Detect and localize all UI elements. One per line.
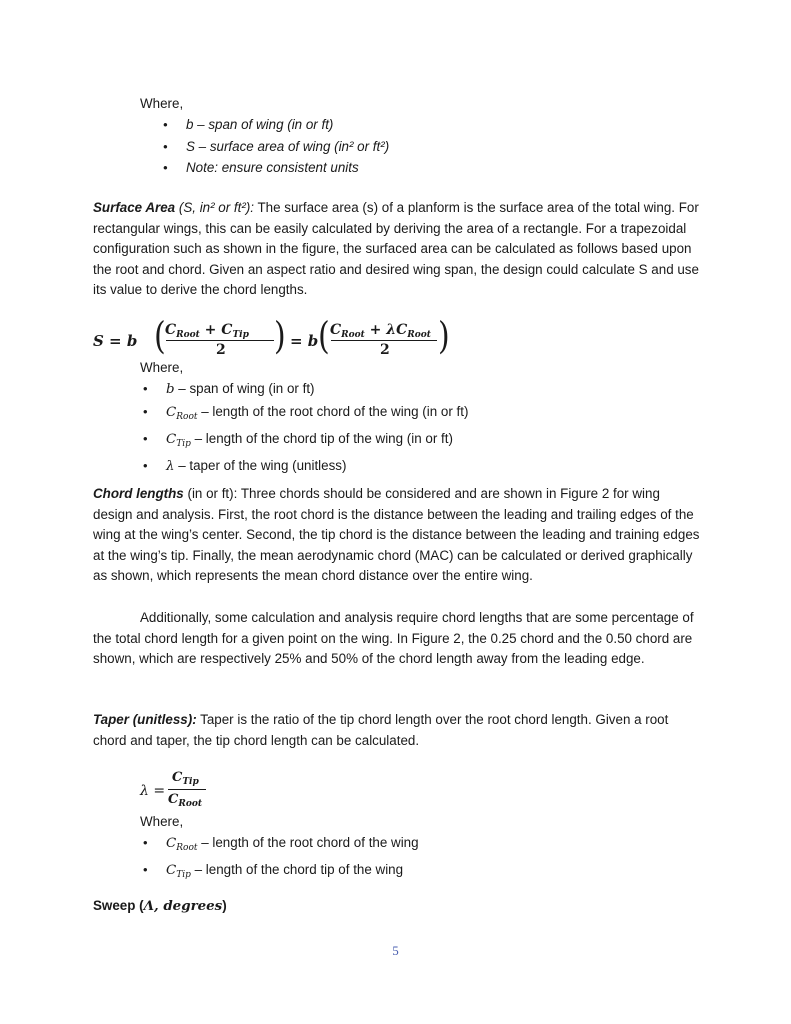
bullet-list-definitions-3 [140,832,419,886]
eq2-denominator: $C_{Root}$ [168,792,203,809]
taper-heading: Taper (unitless): [93,712,197,727]
list-item: • $C_{Tip}$ – length of the chord tip of the wing (in or ft) [140,428,468,455]
eq1-fraction-bar-1 [166,340,274,341]
eq1-lhs: S = b [93,332,138,350]
taper-text: Taper is the ratio of the tip chord length over the root chord length. Given a root chord and taper, the tip chord length can be calculated. [93,712,669,748]
chord-lengths-paragraph-2 [93,608,701,670]
eq1-numerator-2: $C_{Root} + \lambda C_{Root}$ [330,322,431,340]
surface-area-text: The surface area (s) of a planform is the surface area of the total wing. For rectangular wings, this can be easily calculated by deriving the area of a rectangle. For a trapezoidal configuration such as shown in the figure, the surfaced area can be calculated as follows based upon the root and chord. Given an aspect ratio and desired wing span, the design could calculate S and use its value to derive the chord lengths. [93,200,699,298]
where-label-1: Where, [140,96,184,111]
list-item: • b – span of wing (in or ft) [140,378,468,401]
list-item: • b – span of wing (in or ft) [160,114,389,136]
bullet-list-definitions-2 [140,378,468,478]
chord-lengths-paragraph [93,484,701,587]
surface-area-paragraph [93,198,701,301]
surface-area-heading: Surface Area [93,200,176,215]
list-item: • $C_{Tip}$ – length of the chord tip of the wing [140,859,419,886]
chord-lengths-text-2: Additionally, some calculation and analysis require chord lengths that are some percentage of the total chord length for a given point on the wing. In Figure 2, the 0.25 chord and the 0.50 chord are shown, which are respectively 25% and 50% of the chord length away from the leading edge. [93,610,694,667]
eq2-numerator: $C_{Tip}$ [172,770,199,787]
eq1-close-paren-1: ) [274,314,286,359]
eq1-close-paren-2: ) [438,314,450,359]
sweep-heading: Sweep (Λ, degrees) [93,898,227,914]
eq1-open-paren-2: ( [318,314,330,359]
chord-lengths-text: (in or ft): Three chords should be considered and are shown in Figure 2 for wing design and analysis. First, the root chord is the distance between the leading and trailing edges of the wing at the wing’s center. Second, the tip chord is the distance between the leading and training edges at the wing’s tip. Finally, the mean aerodynamic chord (MAC) can be calculated or derived graphically as shown, which represents the mean chord distance over the entire wing. [93,486,700,584]
taper-paragraph [93,710,701,751]
eq1-open-paren-1: ( [154,314,166,359]
eq1-denominator-1: 2 [216,342,226,358]
list-item: • Note: ensure consistent units [160,157,389,179]
where-label-2: Where, [140,360,184,375]
eq2-lhs: λ = [140,783,166,799]
list-item: • S – surface area of wing (in² or ft²) [160,136,389,158]
list-item: • λ – taper of the wing (unitless) [140,455,468,478]
bullet-list-definitions-1 [160,114,389,179]
eq2-fraction-bar [168,789,206,790]
list-item: • $C_{Root}$ – length of the root chord of the wing [140,832,419,859]
list-item: • $C_{Root}$ – length of the root chord of the wing (in or ft) [140,401,468,428]
page-number: 5 [392,943,399,958]
eq1-fraction-bar-2 [331,340,437,341]
eq1-numerator-1: $C_{Root} + C_{Tip}$ [165,322,249,340]
surface-area-units: (S, in² or ft²): [178,200,254,215]
eq1-equals-b: = b [290,332,319,350]
chord-lengths-heading: Chord lengths [93,486,184,501]
eq1-denominator-2: 2 [380,342,390,358]
where-label-3: Where, [140,814,184,829]
